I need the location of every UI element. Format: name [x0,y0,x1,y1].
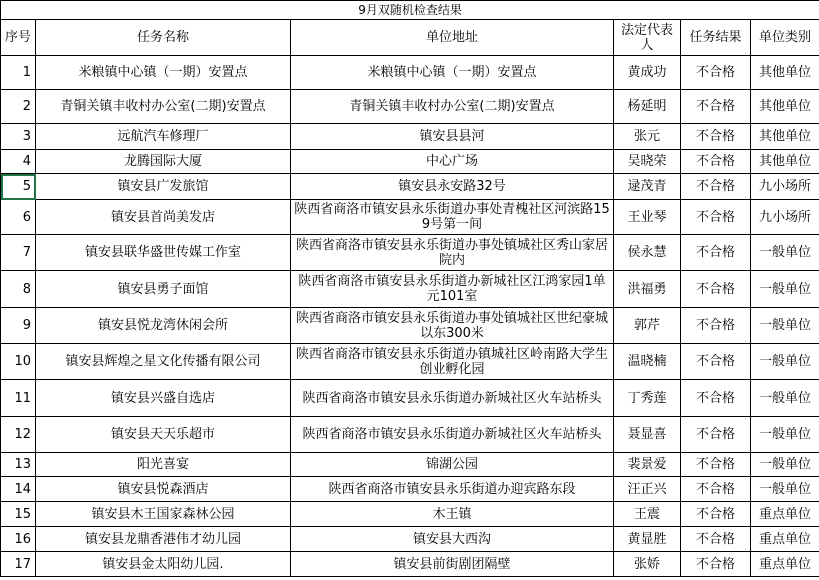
cell-name[interactable]: 龙腾国际大厦 [36,150,291,174]
cell-no[interactable]: 14 [1,477,36,502]
cell-rep[interactable]: 逯茂青 [614,174,681,200]
table-row [1,271,819,308]
cell-name[interactable]: 镇安县木王国家森林公园 [36,502,291,527]
cell-type[interactable]: 其他单位 [751,150,819,174]
cell-address[interactable]: 陕西省商洛市镇安县永乐街道办新城社区江鸿家园1单元101室 [291,271,614,308]
cell-type[interactable]: 其他单位 [751,90,819,124]
cell-result[interactable]: 不合格 [681,453,751,477]
cell-no[interactable]: 9 [1,308,36,344]
cell-rep[interactable]: 王震 [614,502,681,527]
header-no[interactable]: 序号 [1,20,36,56]
cell-result[interactable]: 不合格 [681,200,751,235]
cell-result[interactable]: 不合格 [681,174,751,200]
header-row [1,20,819,56]
cell-type[interactable]: 一般单位 [751,453,819,477]
cell-no[interactable]: 16 [1,527,36,552]
cell-no[interactable]: 8 [1,271,36,308]
header-address[interactable]: 单位地址 [291,20,614,56]
cell-type[interactable]: 重点单位 [751,527,819,552]
cell-result[interactable]: 不合格 [681,552,751,577]
cell-type[interactable]: 一般单位 [751,271,819,308]
cell-rep[interactable]: 汪正兴 [614,477,681,502]
cell-type[interactable]: 一般单位 [751,380,819,417]
cell-name[interactable]: 镇安县兴盛自选店 [36,380,291,417]
cell-name[interactable]: 镇安县悦森酒店 [36,477,291,502]
header-rep[interactable]: 法定代表人 [614,20,681,56]
table-row [1,527,819,552]
cell-address[interactable]: 中心广场 [291,150,614,174]
cell-no[interactable]: 7 [1,235,36,271]
cell-name[interactable]: 远航汽车修理厂 [36,124,291,150]
cell-name[interactable]: 镇安县龙鼎香港伟才幼儿园 [36,527,291,552]
cell-type[interactable]: 一般单位 [751,417,819,453]
cell-no[interactable]: 1 [1,56,36,90]
table-row [1,124,819,150]
cell-address[interactable]: 陕西省商洛市镇安县永乐街道办迎宾路东段 [291,477,614,502]
table-row [1,56,819,90]
cell-type[interactable]: 一般单位 [751,235,819,271]
table-row [1,502,819,527]
cell-address[interactable]: 陕西省商洛市镇安县永乐街道办新城社区火车站桥头 [291,417,614,453]
cell-result[interactable]: 不合格 [681,477,751,502]
cell-name[interactable]: 镇安县广发旅馆 [36,174,291,200]
cell-result[interactable]: 不合格 [681,150,751,174]
cell-rep[interactable]: 杨延明 [614,90,681,124]
cell-rep[interactable]: 黄成功 [614,56,681,90]
cell-name[interactable]: 镇安县联华盛世传媒工作室 [36,235,291,271]
cell-address[interactable]: 陕西省商洛市镇安县永乐街道办新城社区火车站桥头 [291,380,614,417]
table-row [1,200,819,235]
table-row [1,235,819,271]
cell-address[interactable]: 陕西省商洛市镇安县永乐街道办镇城社区岭南路大学生创业孵化园 [291,344,614,380]
table-row [1,453,819,477]
sheet-title[interactable]: 9月双随机检查结果 [1,1,819,20]
cell-address[interactable]: 镇安县大西沟 [291,527,614,552]
cell-result[interactable]: 不合格 [681,380,751,417]
cell-name[interactable]: 镇安县天天乐超市 [36,417,291,453]
table-row [1,308,819,344]
cell-result[interactable]: 不合格 [681,56,751,90]
cell-type[interactable]: 重点单位 [751,502,819,527]
cell-rep[interactable]: 丁秀莲 [614,380,681,417]
cell-result[interactable]: 不合格 [681,124,751,150]
cell-address[interactable]: 镇安县前街剧团隔壁 [291,552,614,577]
cell-type[interactable]: 一般单位 [751,477,819,502]
cell-rep[interactable]: 聂显喜 [614,417,681,453]
cell-name[interactable]: 镇安县勇子面馆 [36,271,291,308]
cell-name[interactable]: 米粮镇中心镇（一期）安置点 [36,56,291,90]
cell-address[interactable]: 米粮镇中心镇（一期）安置点 [291,56,614,90]
cell-no[interactable]: 5 [1,174,36,200]
cell-rep[interactable]: 黄显胜 [614,527,681,552]
header-name[interactable]: 任务名称 [36,20,291,56]
cell-no[interactable]: 15 [1,502,36,527]
table-row [1,174,819,200]
cell-name[interactable]: 镇安县辉煌之星文化传播有限公司 [36,344,291,380]
cell-name[interactable]: 镇安县悦龙湾休闲会所 [36,308,291,344]
cell-result[interactable]: 不合格 [681,417,751,453]
cell-address[interactable]: 镇安县县河 [291,124,614,150]
cell-name[interactable]: 镇安县金太阳幼儿园. [36,552,291,577]
cell-rep[interactable]: 洪福勇 [614,271,681,308]
cell-rep[interactable]: 郭芹 [614,308,681,344]
cell-result[interactable]: 不合格 [681,527,751,552]
cell-name[interactable]: 阳光喜宴 [36,453,291,477]
cell-address[interactable]: 陕西省商洛市镇安县永乐街道办事处镇城社区世纪豪城以东300米 [291,308,614,344]
cell-no[interactable]: 6 [1,200,36,235]
cell-no[interactable]: 4 [1,150,36,174]
cell-no[interactable]: 10 [1,344,36,380]
cell-no[interactable]: 12 [1,417,36,453]
cell-name[interactable]: 镇安县首尚美发店 [36,200,291,235]
table-row [1,344,819,380]
cell-type[interactable]: 一般单位 [751,344,819,380]
cell-address[interactable]: 青铜关镇丰收村办公室(二期)安置点 [291,90,614,124]
cell-no[interactable]: 11 [1,380,36,417]
cell-rep[interactable]: 张元 [614,124,681,150]
title-row [1,1,819,20]
cell-result[interactable]: 不合格 [681,344,751,380]
cell-type[interactable]: 其他单位 [751,56,819,90]
table-row [1,552,819,577]
cell-rep[interactable]: 吴晓荣 [614,150,681,174]
table-row [1,90,819,124]
cell-result[interactable]: 不合格 [681,271,751,308]
cell-result[interactable]: 不合格 [681,502,751,527]
header-type[interactable]: 单位类别 [751,20,819,56]
cell-type[interactable]: 九小场所 [751,174,819,200]
cell-address[interactable]: 木王镇 [291,502,614,527]
cell-address[interactable]: 锦湖公园 [291,453,614,477]
cell-result[interactable]: 不合格 [681,235,751,271]
cell-type[interactable]: 其他单位 [751,124,819,150]
cell-no[interactable]: 3 [1,124,36,150]
cell-result[interactable]: 不合格 [681,308,751,344]
cell-rep[interactable]: 王业琴 [614,200,681,235]
header-result[interactable]: 任务结果 [681,20,751,56]
cell-rep[interactable]: 侯永慧 [614,235,681,271]
cell-type[interactable]: 一般单位 [751,308,819,344]
cell-rep[interactable]: 裴景爱 [614,453,681,477]
cell-address[interactable]: 陕西省商洛市镇安县永乐街道办事处青槐社区河滨路159号第一间 [291,200,614,235]
cell-no[interactable]: 2 [1,90,36,124]
cell-type[interactable]: 重点单位 [751,552,819,577]
cell-address[interactable]: 镇安县永安路32号 [291,174,614,200]
cell-no[interactable]: 13 [1,453,36,477]
table-row [1,417,819,453]
cell-rep[interactable]: 张娇 [614,552,681,577]
cell-address[interactable]: 陕西省商洛市镇安县永乐街道办事处镇城社区秀山家居院内 [291,235,614,271]
table-row [1,477,819,502]
cell-name[interactable]: 青铜关镇丰收村办公室(二期)安置点 [36,90,291,124]
table-row [1,150,819,174]
table-row [1,380,819,417]
cell-no[interactable]: 17 [1,552,36,577]
cell-type[interactable]: 九小场所 [751,200,819,235]
cell-rep[interactable]: 温晓楠 [614,344,681,380]
cell-result[interactable]: 不合格 [681,90,751,124]
